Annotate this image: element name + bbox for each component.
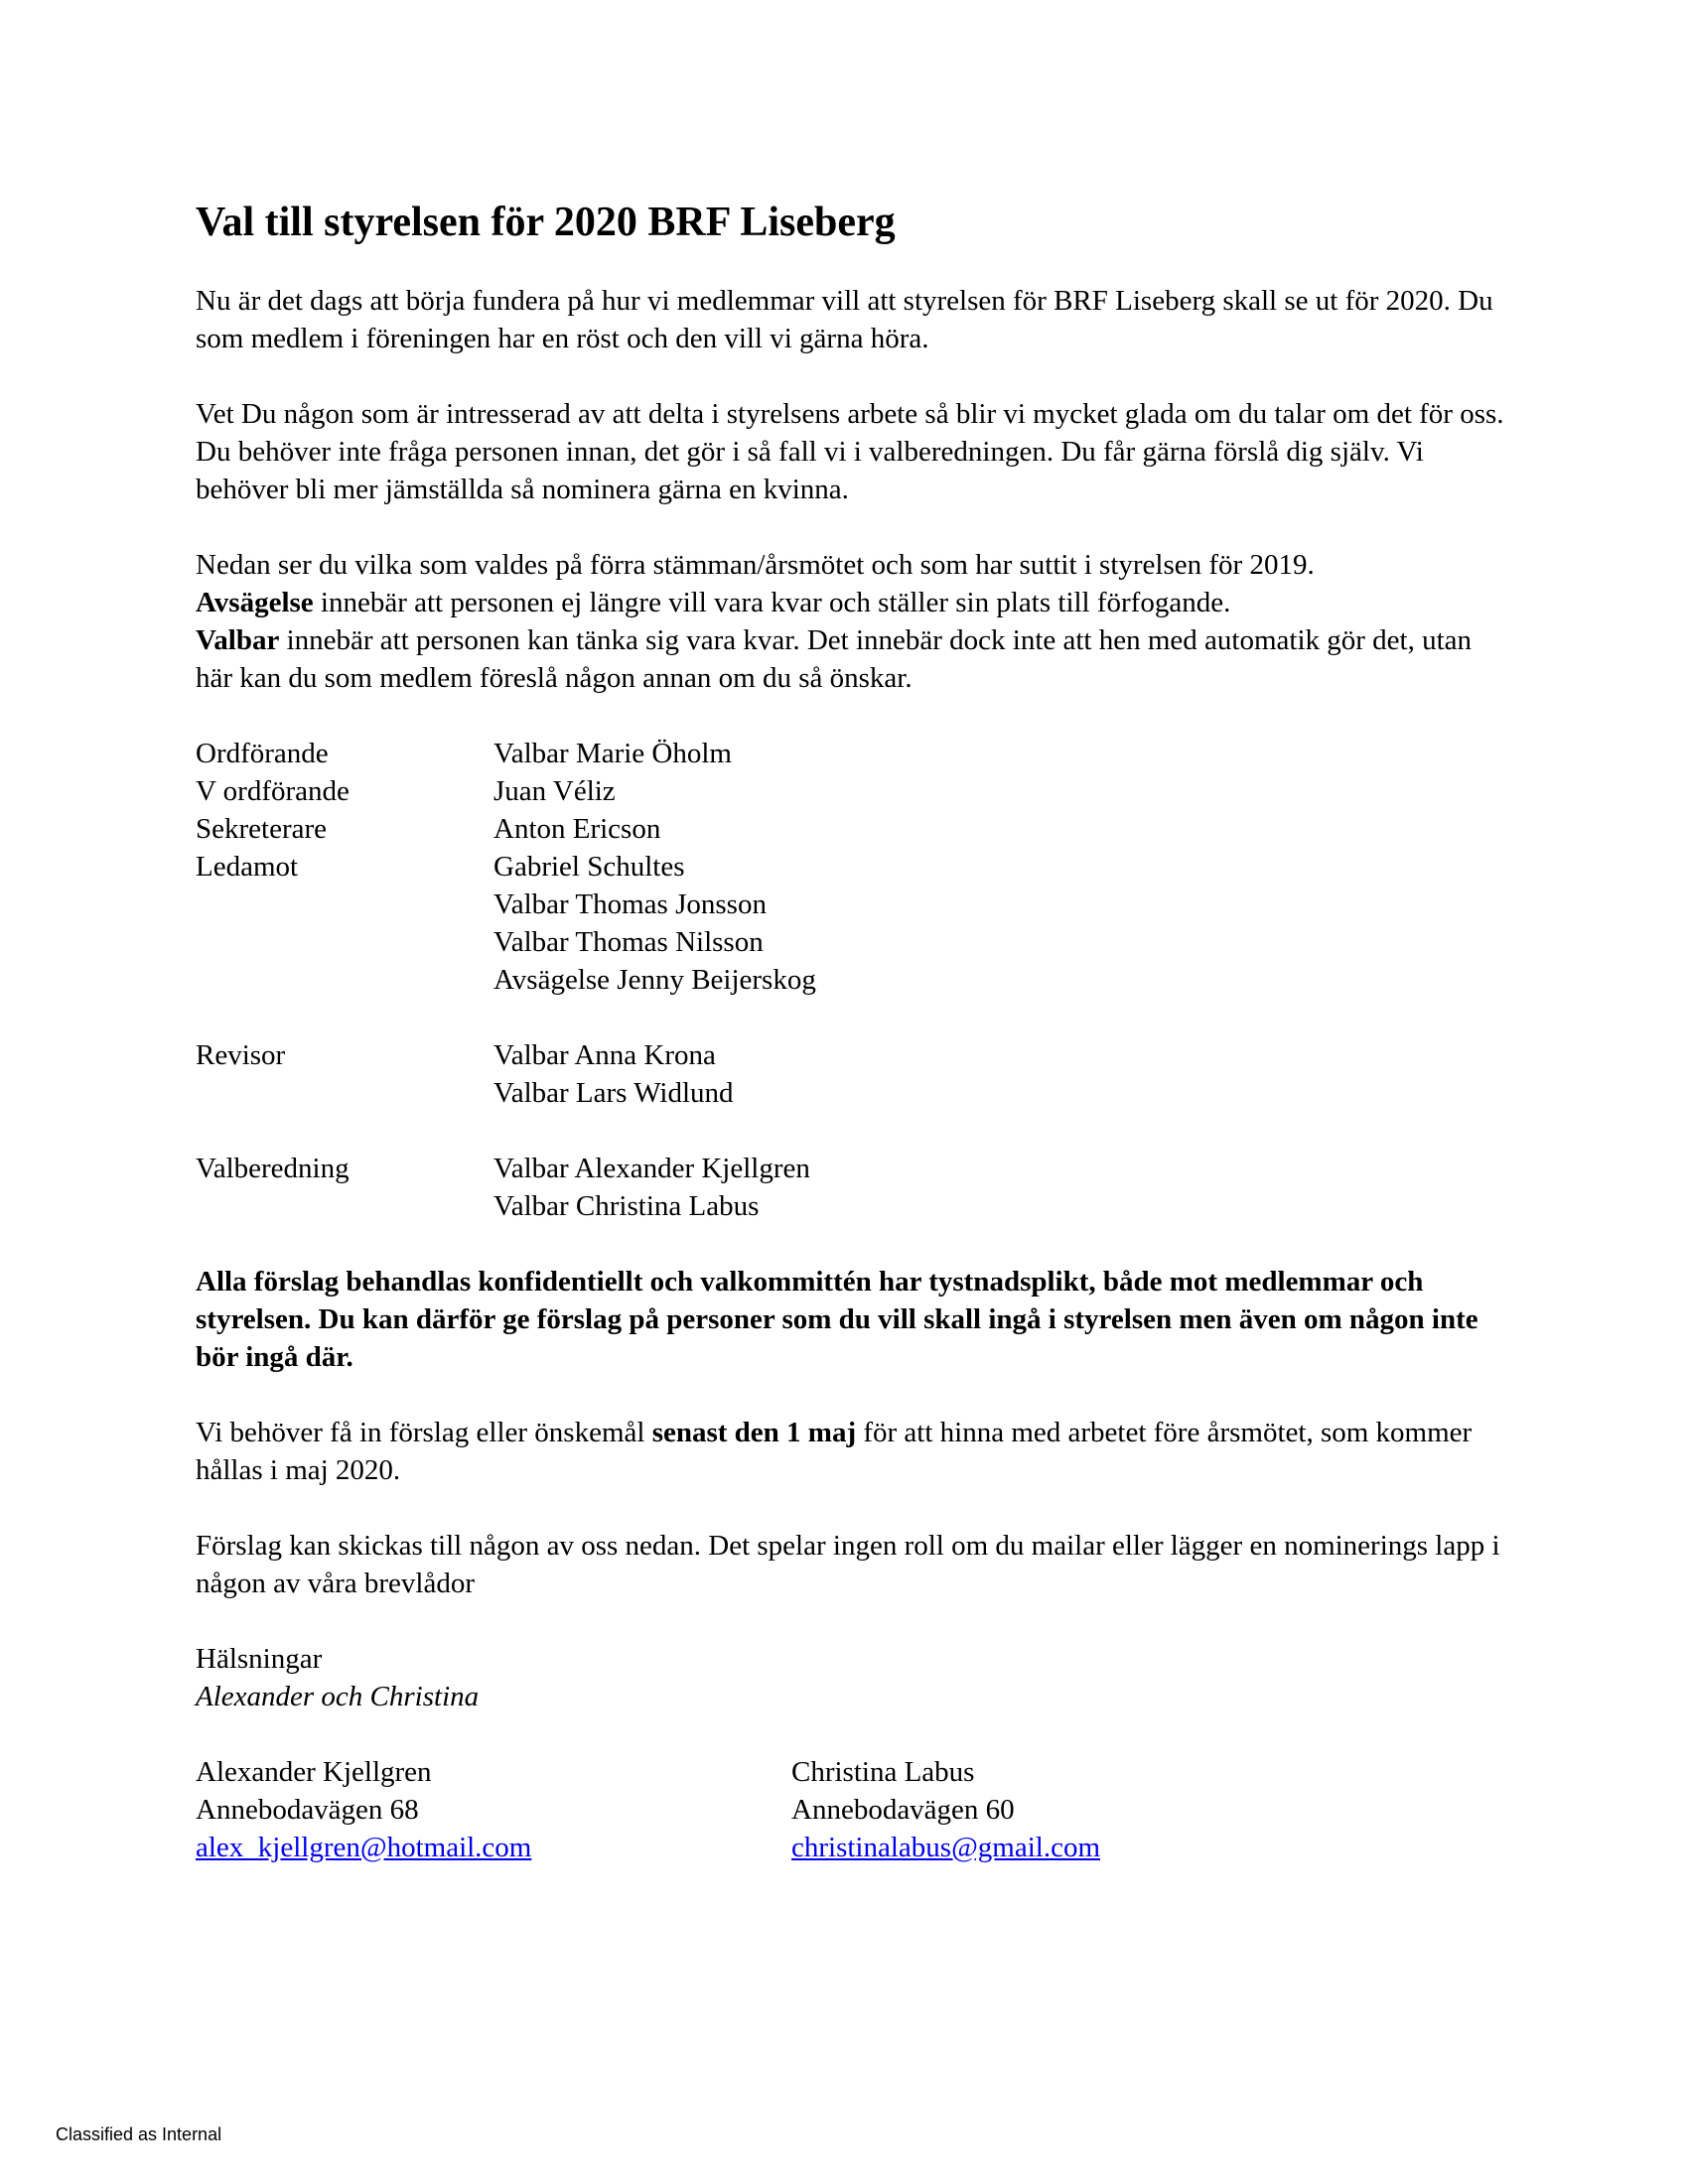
deadline-date: senast den 1 maj [651, 1417, 857, 1448]
classification-footer: Classified as Internal [56, 2124, 222, 2144]
confidential-paragraph: Alla förslag behandlas konfidentiellt och valkommittén har tystnadsplikt, både mot medlemmar och styrelsen. Du kan därför ge förslag på personer som du vill skall ingå i styrelsen men även om någon inte bör ingå där. [196, 1266, 1478, 1373]
role-label: Revisor [196, 1039, 286, 1071]
intro-paragraph: Nu är det dags att börja fundera på hur vi medlemmar vill att styrelsen för BRF Liseberg skall se ut för 2020. Du som medlem i föreningen har en röst och den vill vi gärna höra. [196, 285, 1493, 354]
role-person: Valbar Christina Labus [493, 1190, 760, 1222]
contact-christina [791, 1753, 1387, 1866]
role-group-valberedning [196, 1150, 1506, 1225]
deadline-after: för att hinna med arbetet före årsmötet, som kommer hållas i maj 2020. [196, 1417, 1473, 1486]
role-person: Valbar Alexander Kjellgren [493, 1153, 810, 1184]
role-label: Sekreterare [196, 813, 328, 845]
email-link[interactable]: alex_kjellgren@hotmail.com [196, 1832, 532, 1863]
explain-paragraph [196, 546, 1506, 697]
send-paragraph: Förslag kan skickas till någon av oss nedan. Det spelar ingen roll om du mailar eller lägger en nominerings lapp i någon av våra brevlådor [196, 1530, 1500, 1599]
role-person: Valbar Anna Krona [493, 1039, 716, 1071]
signature: Alexander och Christina [196, 1681, 480, 1712]
contact-alexander [196, 1753, 791, 1866]
avsagelse-term: Avsägelse [196, 587, 314, 618]
valbar-term: Valbar [196, 624, 280, 656]
document-page [196, 195, 1506, 1866]
email-link[interactable]: christinalabus@gmail.com [791, 1832, 1100, 1863]
valbar-text: innebär att personen kan tänka sig vara kvar. Det innebär dock inte att hen med automatik gör det, utan här kan du som medlem föreslå någon annan om du så önskar. [196, 624, 1473, 694]
role-person: Valbar Thomas Nilsson [493, 926, 764, 958]
role-label: Valberedning [196, 1153, 350, 1184]
role-person: Valbar Thomas Jonsson [493, 888, 767, 920]
role-person: Gabriel Schultes [493, 851, 685, 883]
role-person: Juan Véliz [493, 775, 616, 807]
contacts [196, 1753, 1506, 1866]
deadline-before: Vi behöver få in förslag eller önskemål [196, 1417, 652, 1448]
roles-list [196, 735, 1506, 1225]
page-title: Val till styrelsen för 2020 BRF Liseberg [196, 200, 896, 245]
role-label: Ordförande [196, 738, 329, 769]
contact-address: Annebodavägen 60 [791, 1794, 1015, 1826]
role-person: Valbar Lars Widlund [493, 1077, 734, 1109]
deadline-paragraph [196, 1414, 1506, 1489]
role-person: Valbar Marie Öholm [493, 738, 732, 769]
greeting-block [196, 1640, 1506, 1715]
nominate-paragraph: Vet Du någon som är intresserad av att delta i styrelsens arbete så blir vi mycket glada om du talar om det för oss. Du behöver inte fråga personen innan, det gör i så fall vi i valberedningen. Du får gärna förslå dig själv. Vi behöver bli mer jämställda så nominera gärna en kvinna. [196, 398, 1504, 505]
contact-address: Annebodavägen 68 [196, 1794, 419, 1826]
contact-name: Christina Labus [791, 1756, 975, 1788]
role-person: Avsägelse Jenny Beijerskog [493, 964, 816, 996]
avsagelse-text: innebär att personen ej längre vill vara kvar och ställer sin plats till förfogande. [313, 587, 1231, 618]
explain-lead: Nedan ser du vilka som valdes på förra stämman/årsmötet och som har suttit i styrelsen för 2019. [196, 549, 1315, 581]
role-group-revisor [196, 1036, 1506, 1112]
role-label: Ledamot [196, 851, 299, 883]
role-label: V ordförande [196, 775, 350, 807]
greeting: Hälsningar [196, 1643, 323, 1675]
role-person: Anton Ericson [493, 813, 661, 845]
role-group-board [196, 735, 1506, 999]
contact-name: Alexander Kjellgren [196, 1756, 432, 1788]
